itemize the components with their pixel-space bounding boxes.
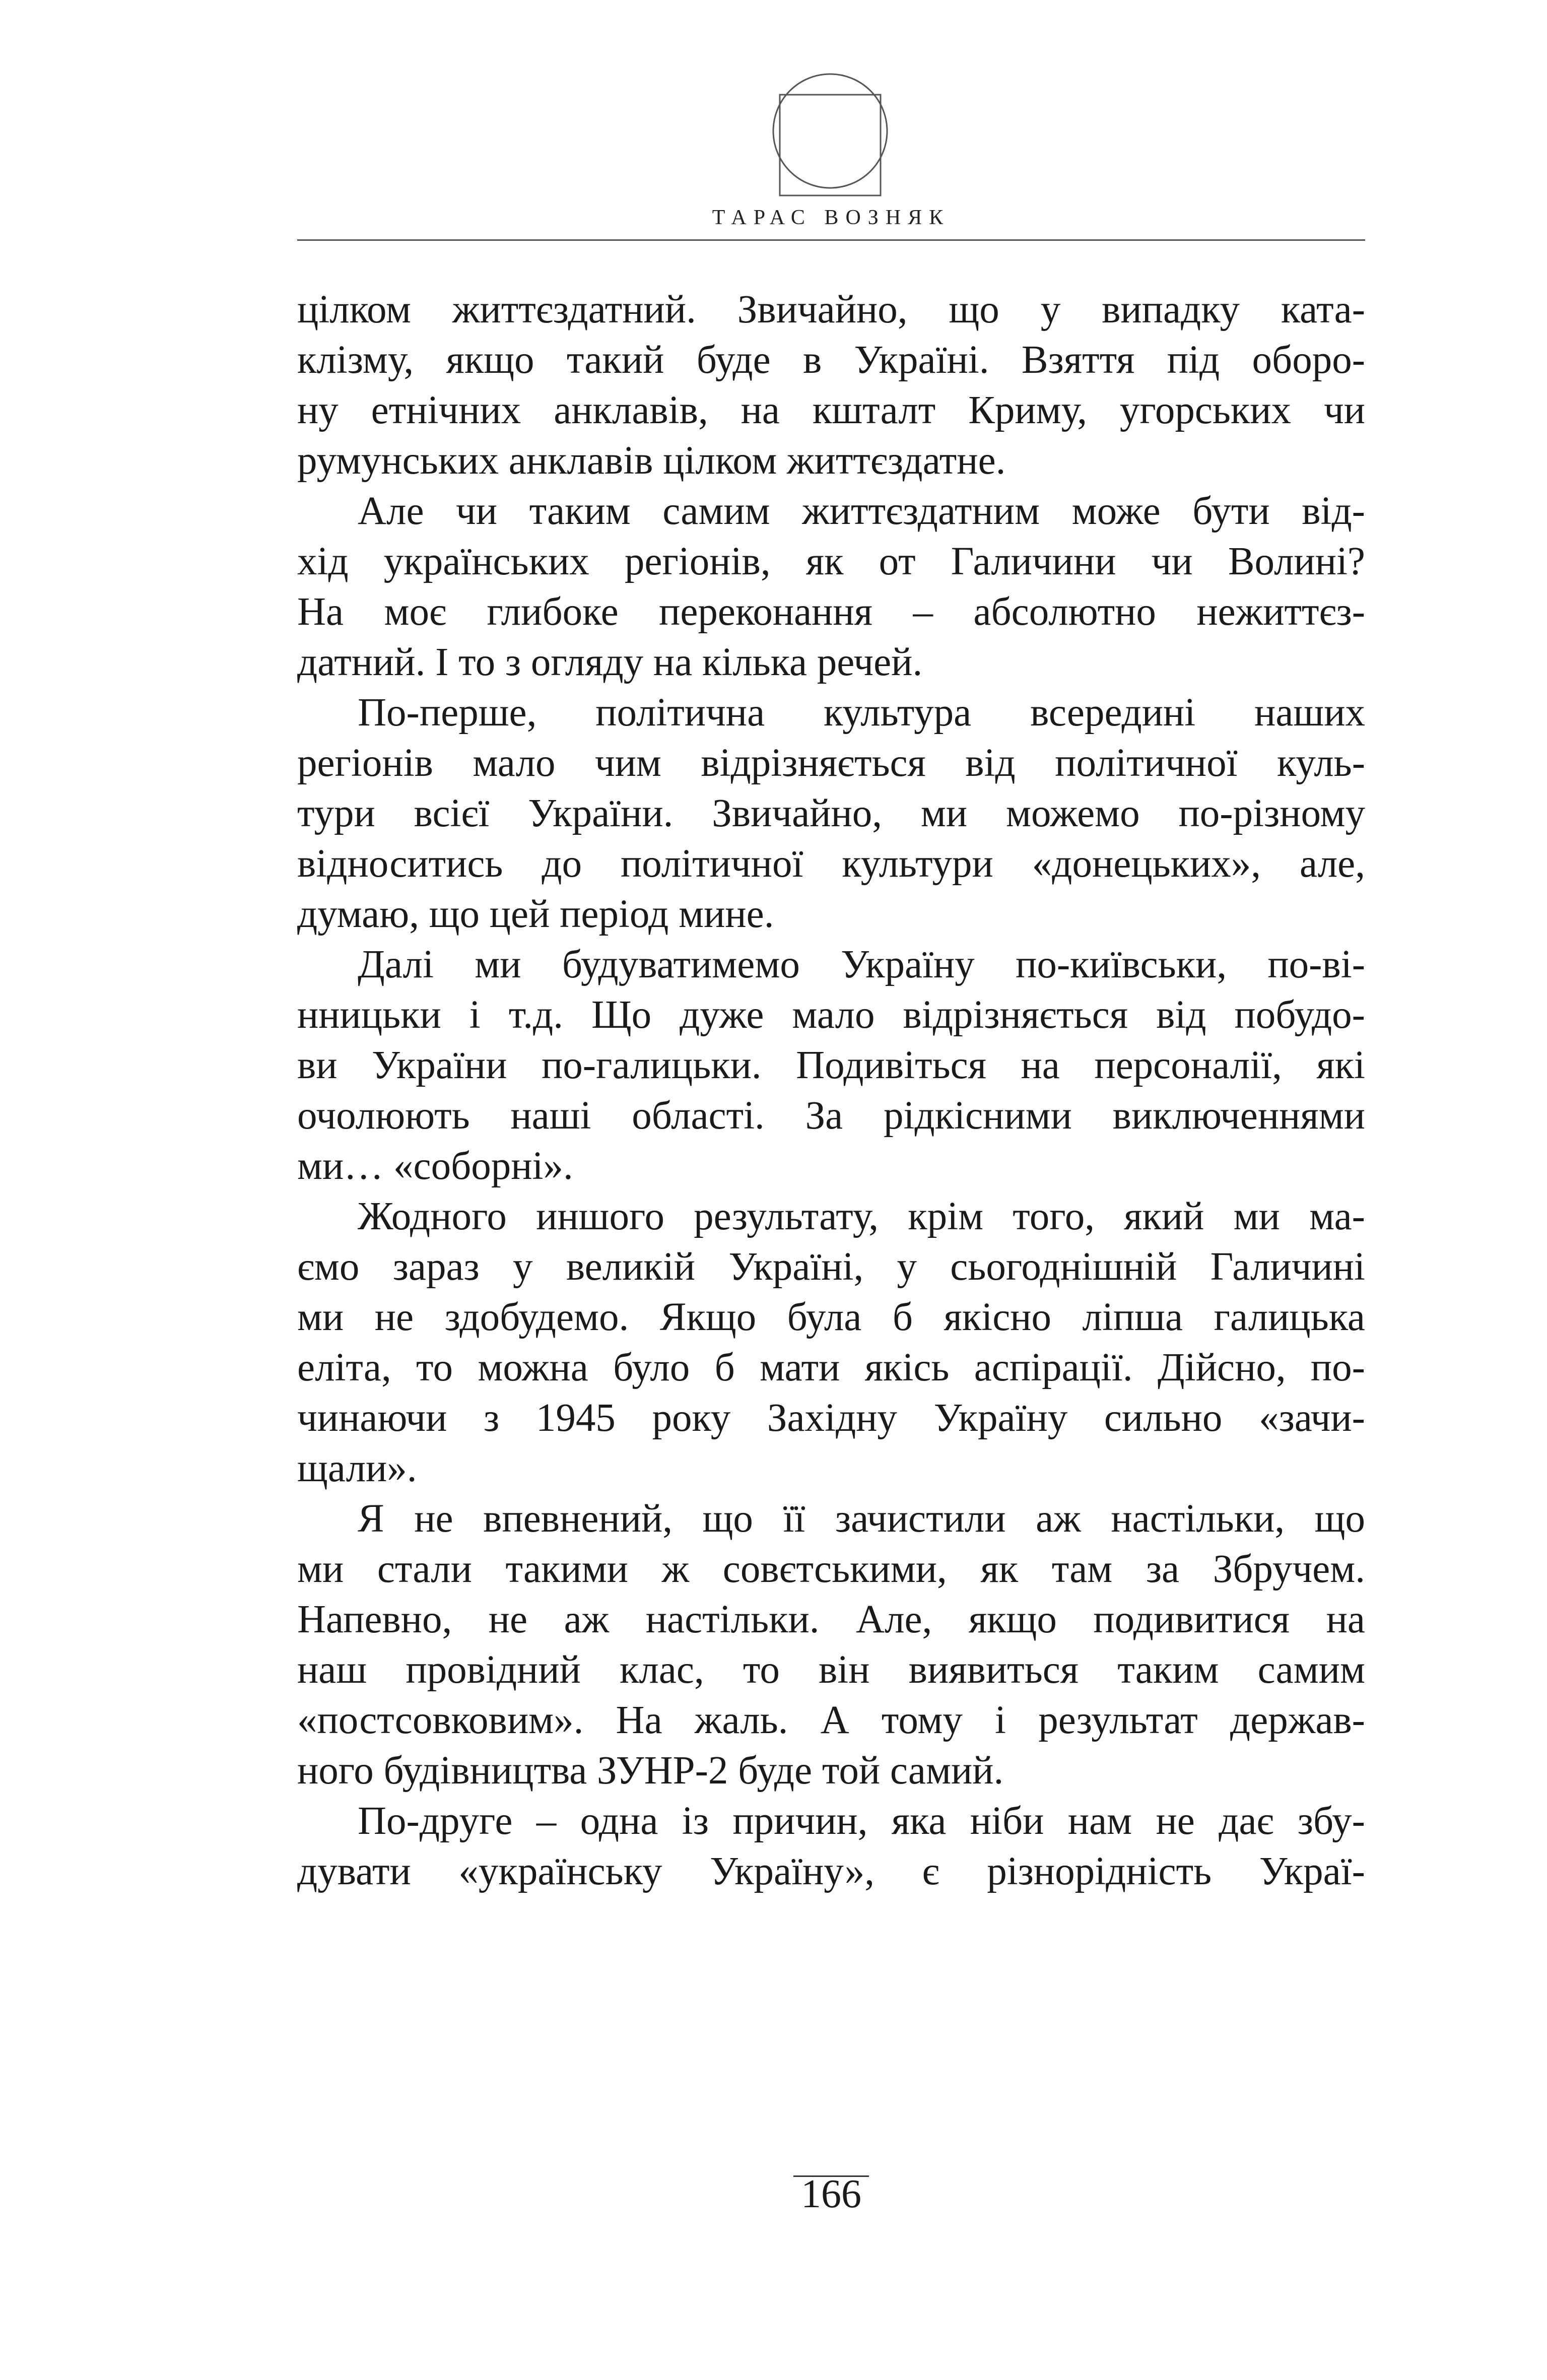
text-line: Я не впевнений, що її зачистили аж настільки, що [358,1497,1365,1541]
text-line: регіонів мало чим відрізняється від політичної куль- [297,741,1365,785]
text-line: Далі ми будуватимемо Україну по-київськи, по-ві- [358,943,1365,986]
text-line: дувати «українську Україну», є різнорідність Украї- [297,1849,1365,1893]
header-rule [297,239,1365,241]
circle-square-emblem-icon [770,72,891,203]
text-line: еліта, то можна було б мати якісь аспірації. Дійсно, по- [297,1346,1365,1390]
text-line: ми не здобудемо. Якщо була б якісно ліпша галицька [297,1295,1365,1339]
text-line: очолюють наші області. За рідкісними виключеннями [297,1094,1365,1138]
text-line: ного будівництва ЗУНР-2 буде той самий. [297,1749,1004,1793]
text-line: думаю, що цей період мине. [297,892,774,936]
text-line: ми… «соборні». [297,1144,573,1188]
body-text [297,285,1365,1897]
text-line: клізму, якщо такий буде в Україні. Взяття під оборо- [297,338,1365,382]
text-line: щали». [297,1446,417,1490]
text-line: По-друге – одна із причин, яка ніби нам не дає збу- [358,1799,1365,1843]
text-line: тури всієї України. Звичайно, ми можемо по-різному [297,791,1365,835]
text-line: хід українських регіонів, як от Галичини чи Волині? [297,540,1365,583]
text-line: ви України по-галицьки. Подивіться на персоналії, які [297,1043,1365,1087]
text-line: Але чи таким самим життєздатним може бути від- [358,489,1365,533]
text-line: На моє глибоке переконання – абсолютно нежиттєз- [297,590,1365,634]
text-line: Жодного иншого результату, крім того, який ми ма- [358,1195,1365,1238]
text-line: чинаючи з 1945 року Західну Україну сильно «зачи- [297,1396,1365,1440]
page-number: 166 [801,2172,861,2216]
text-line: ємо зараз у великій Україні, у сьогоднішній Галичині [297,1245,1365,1289]
text-line: наш провідний клас, то він виявиться таким самим [297,1648,1365,1692]
text-line: ну етнічних анклавів, на кшталт Криму, угорських чи [297,388,1365,432]
text-line: румунських анклавів цілком життєздатне. [297,439,1006,483]
text-line: датний. І то з огляду на кілька речей. [297,640,923,684]
text-line: «постсовковим». На жаль. А тому і результат держав- [297,1698,1365,1742]
text-line: нницьки і т.д. Що дуже мало відрізняється від побудо- [297,993,1365,1037]
text-line: цілком життєздатний. Звичайно, що у випадку ката- [297,288,1365,332]
text-line: Напевно, не аж настільки. Але, якщо подивитися на [297,1598,1365,1641]
text-line: По-перше, політична культура всередині наших [358,691,1365,735]
running-head: ТАРАС ВОЗНЯК [712,206,951,229]
text-line: відноситись до політичної культури «донецьких», але, [297,842,1365,886]
text-line: ми стали такими ж совєтськими, як там за Збручем. [297,1547,1365,1591]
